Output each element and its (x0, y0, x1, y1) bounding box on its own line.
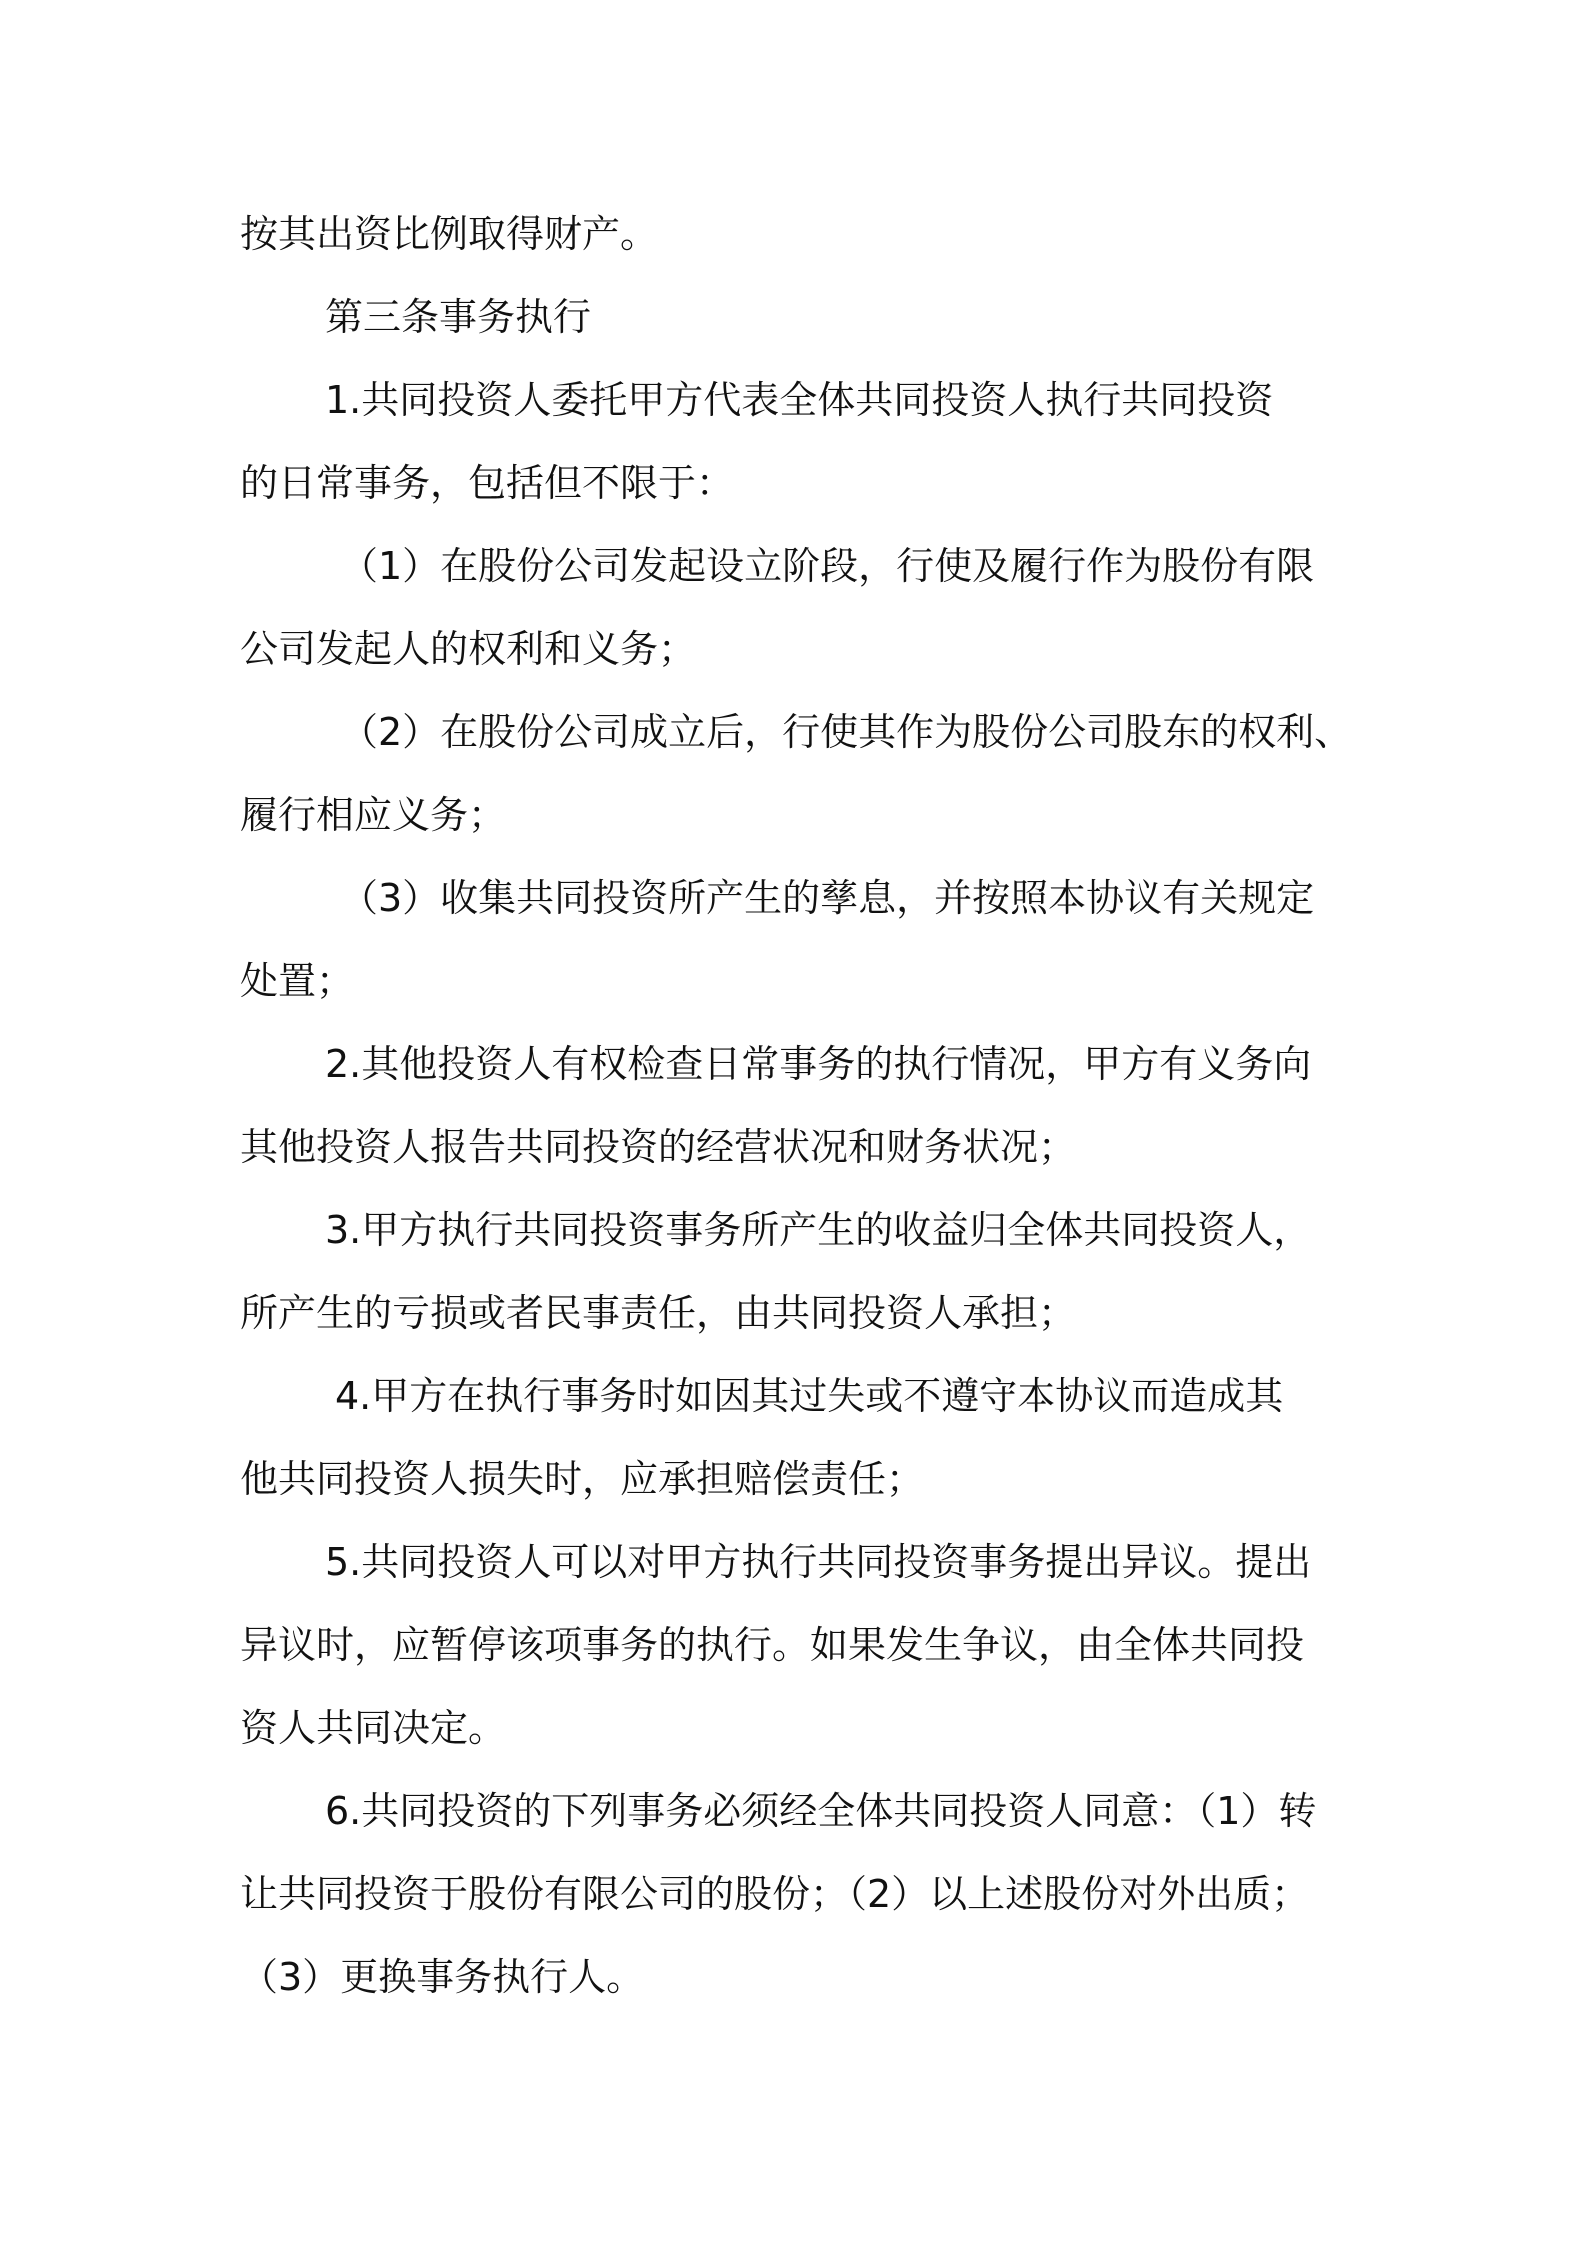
text-line: 处置； (240, 959, 355, 1003)
text-line: 异议时，应暂停该项事务的执行。如果发生争议，由全体共同投 (240, 1623, 1305, 1667)
text-line: 所产生的亏损或者民事责任，由共同投资人承担； (240, 1291, 1077, 1335)
text-line: （1）在股份公司发起设立阶段，行使及履行作为股份有限 (340, 544, 1315, 588)
text-line: 2.其他投资人有权检查日常事务的执行情况，甲方有义务向 (325, 1042, 1312, 1086)
text-line: 让共同投资于股份有限公司的股份；（2）以上述股份对外出质； (240, 1872, 1310, 1916)
text-line: （3）更换事务执行人。 (240, 1955, 645, 1999)
text-line: 其他投资人报告共同投资的经营状况和财务状况； (240, 1125, 1077, 1169)
text-line: 6.共同投资的下列事务必须经全体共同投资人同意：（1）转 (325, 1789, 1317, 1833)
text-line: 1.共同投资人委托甲方代表全体共同投资人执行共同投资 (325, 378, 1274, 422)
text-line: （2）在股份公司成立后，行使其作为股份公司股东的权利、 (340, 710, 1353, 754)
document-body (240, 193, 1360, 2019)
text-line: 的日常事务，包括但不限于： (240, 461, 735, 505)
text-line: 5.共同投资人可以对甲方执行共同投资事务提出异议。提出 (325, 1540, 1312, 1584)
text-line: （3）收集共同投资所产生的孳息，并按照本协议有关规定 (340, 876, 1315, 920)
text-line: 公司发起人的权利和义务； (240, 627, 697, 671)
text-line: 4.甲方在执行事务时如因其过失或不遵守本协议而造成其 (335, 1374, 1284, 1418)
text-line: 按其出资比例取得财产。 (240, 212, 659, 256)
text-line: 他共同投资人损失时，应承担赔偿责任； (240, 1457, 925, 1501)
text-line: 履行相应义务； (240, 793, 507, 837)
text-line: 3.甲方执行共同投资事务所产生的收益归全体共同投资人， (325, 1208, 1312, 1252)
section-heading: 第三条事务执行 (325, 295, 592, 339)
text-line: 资人共同决定。 (240, 1706, 507, 1750)
